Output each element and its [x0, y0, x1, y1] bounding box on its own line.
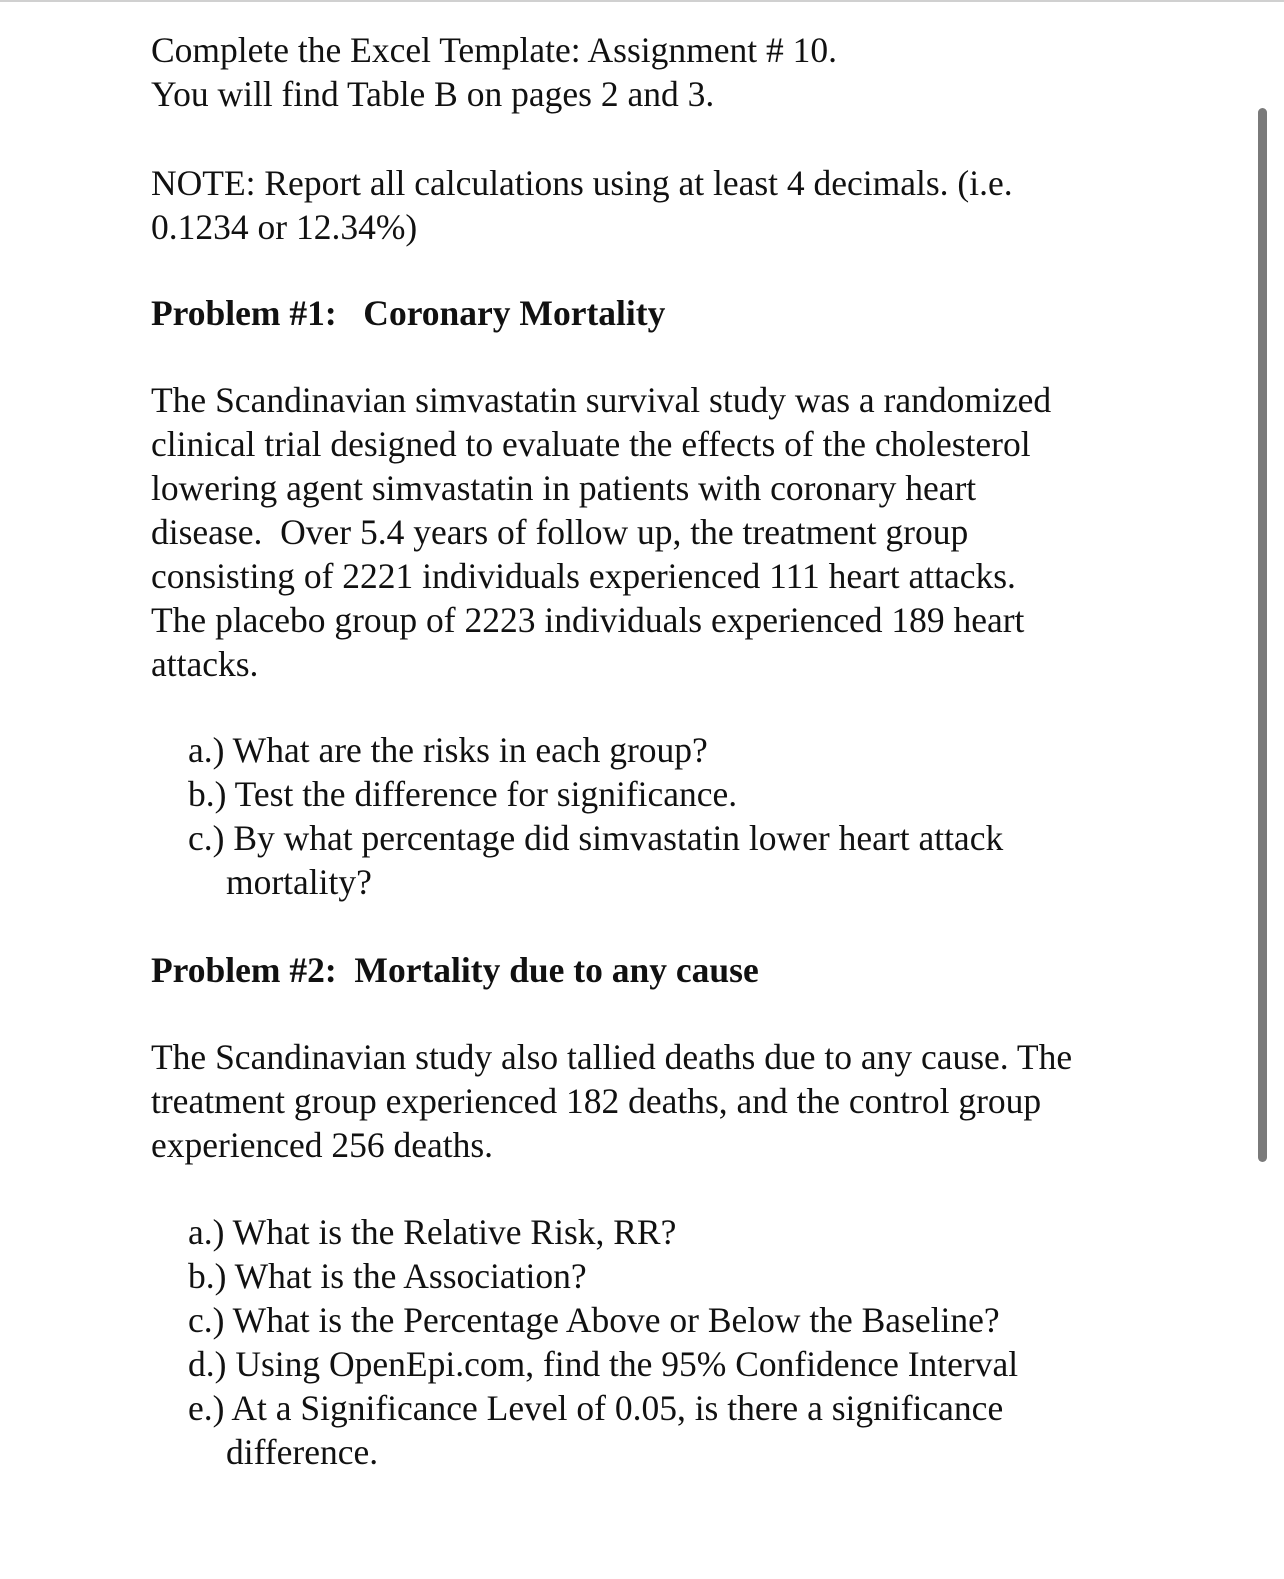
problem1-title: Problem #1: Coronary Mortality	[151, 293, 666, 333]
problem1-paragraph-line: lowering agent simvastatin in patients with coronary heart	[151, 468, 977, 508]
problem1-paragraph-line: attacks.	[151, 644, 259, 684]
problem2-question: c.) What is the Percentage Above or Below the Baseline?	[188, 1300, 1000, 1340]
problem1-paragraph-line: disease. Over 5.4 years of follow up, the treatment group	[151, 512, 969, 552]
top-border	[0, 0, 1284, 2]
problem1-paragraph-line: The Scandinavian simvastatin survival study was a randomized	[151, 380, 1052, 420]
problem1-question: b.) Test the difference for significance.	[188, 774, 738, 814]
problem2-question: d.) Using OpenEpi.com, find the 95% Confidence Interval	[188, 1344, 1019, 1384]
note-line: NOTE: Report all calculations using at least 4 decimals. (i.e.	[151, 163, 1013, 203]
problem2-question-continuation: difference.	[226, 1432, 379, 1472]
problem2-title: Problem #2: Mortality due to any cause	[151, 950, 759, 990]
problem1-paragraph-line: consisting of 2221 individuals experienced 111 heart attacks.	[151, 556, 1016, 596]
note-line: 0.1234 or 12.34%)	[151, 207, 418, 247]
header-line: You will find Table B on pages 2 and 3.	[151, 74, 715, 114]
problem2-question: a.) What is the Relative Risk, RR?	[188, 1212, 677, 1252]
problem2-paragraph-line: experienced 256 deaths.	[151, 1125, 494, 1165]
vertical-scrollbar[interactable]	[1258, 108, 1267, 1162]
problem2-question: e.) At a Significance Level of 0.05, is there a significance	[188, 1388, 1004, 1428]
problem1-question: a.) What are the risks in each group?	[188, 730, 708, 770]
header-line: Complete the Excel Template: Assignment # 10.	[151, 30, 838, 70]
problem2-paragraph-line: The Scandinavian study also tallied deaths due to any cause. The	[151, 1037, 1073, 1077]
problem1-question-continuation: mortality?	[226, 862, 372, 902]
problem1-paragraph-line: The placebo group of 2223 individuals experienced 189 heart	[151, 600, 1025, 640]
problem1-question: c.) By what percentage did simvastatin lower heart attack	[188, 818, 1004, 858]
problem2-question: b.) What is the Association?	[188, 1256, 587, 1296]
problem1-paragraph-line: clinical trial designed to evaluate the effects of the cholesterol	[151, 424, 1031, 464]
problem2-paragraph-line: treatment group experienced 182 deaths, and the control group	[151, 1081, 1042, 1121]
